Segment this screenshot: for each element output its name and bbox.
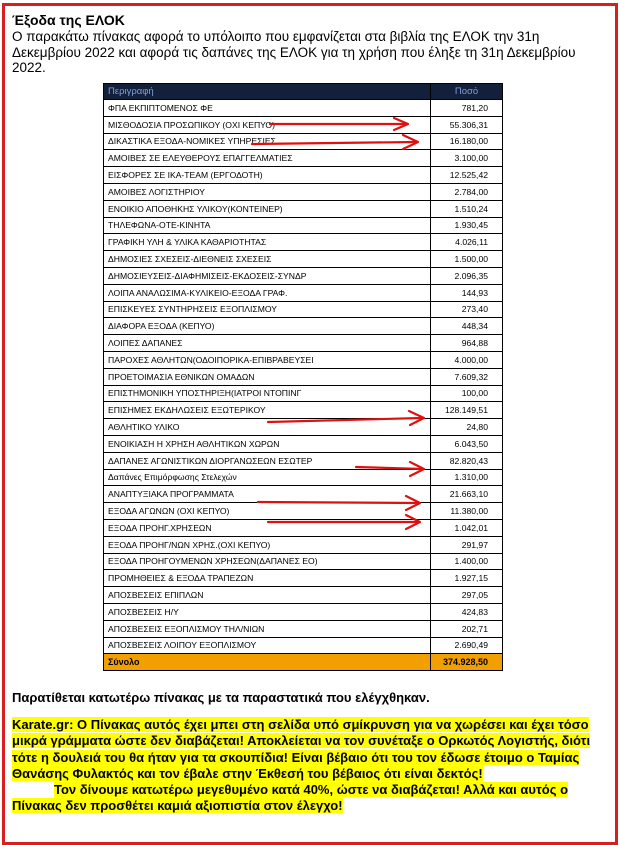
row-description: ΠΡΟΕΤΟΙΜΑΣΙΑ ΕΘΝΙΚΩΝ ΟΜΑΔΩΝ — [104, 368, 431, 385]
note-text: Παρατίθεται κατωτέρω πίνακας με τα παραστατικά που ελέγχθηκαν. — [12, 690, 430, 705]
row-amount: 291,97 — [431, 536, 503, 553]
row-amount: 2.690,49 — [431, 637, 503, 654]
row-description: ΜΙΣΘΟΔΟΣΙΑ ΠΡΟΣΩΠΙΚΟΥ (ΟΧΙ ΚΕΠΥΟ) — [104, 116, 431, 133]
table-row — [104, 402, 503, 419]
table-row — [104, 150, 503, 167]
row-description: ΔΙΚΑΣΤΙΚΑ ΕΞΟΔΑ-ΝΟΜΙΚΕΣ ΥΠΗΡΕΣΙΕΣ — [104, 133, 431, 150]
row-description: ΕΞΟΔΑ ΠΡΟΗΓ/ΝΩΝ ΧΡΗΣ.(ΟΧΙ ΚΕΠΥΟ) — [104, 536, 431, 553]
page-title: Έξοδα της ΕΛΟΚ — [12, 12, 125, 28]
row-description: ΠΡΟΜΗΘΕΙΕΣ & ΕΞΟΔΑ ΤΡΑΠΕΖΩΝ — [104, 570, 431, 587]
row-amount: 297,05 — [431, 587, 503, 604]
row-amount: 448,34 — [431, 318, 503, 335]
table-row — [104, 368, 503, 385]
row-description: ΑΠΟΣΒΕΣΕΙΣ ΕΞΟΠΛΙΣΜΟΥ ΤΗΛ/ΝΙΩΝ — [104, 620, 431, 637]
row-amount: 1.500,00 — [431, 251, 503, 268]
row-amount: 1.042,01 — [431, 519, 503, 536]
table-row — [104, 587, 503, 604]
table-row — [104, 536, 503, 553]
table-row — [104, 100, 503, 117]
table-row — [104, 637, 503, 654]
table-row — [104, 435, 503, 452]
row-amount: 16.180,00 — [431, 133, 503, 150]
row-amount: 4.026,11 — [431, 234, 503, 251]
row-amount: 11.380,00 — [431, 503, 503, 520]
row-amount: 1.930,45 — [431, 217, 503, 234]
row-amount: 55.306,31 — [431, 116, 503, 133]
row-amount: 1.927,15 — [431, 570, 503, 587]
row-amount: 100,00 — [431, 385, 503, 402]
row-description: ΛΟΙΠΑ ΑΝΑΛΩΣΙΜΑ-ΚΥΛΙΚΕΙΟ-ΕΞΟΔΑ ΓΡΑΦ. — [104, 284, 431, 301]
table-row — [104, 284, 503, 301]
table-row — [104, 519, 503, 536]
row-amount: 7.609,32 — [431, 368, 503, 385]
row-description: ΑΘΛΗΤΙΚΟ ΥΛΙΚΟ — [104, 419, 431, 436]
table-row — [104, 385, 503, 402]
row-description: ΕΠΙΣΚΕΥΕΣ ΣΥΝΤΗΡΗΣΕΙΣ ΕΞΟΠΛΙΣΜΟΥ — [104, 301, 431, 318]
row-description: ΕΙΣΦΟΡΕΣ ΣΕ ΙΚΑ-ΤΕΑΜ (ΕΡΓΟΔΟΤΗ) — [104, 167, 431, 184]
row-amount: 202,71 — [431, 620, 503, 637]
table-row — [104, 301, 503, 318]
comment-paragraph-2: Τον δίνουμε κατωτέρω μεγεθυμένο κατά 40%, ώστε να διαβάζεται! Αλλά και αυτός ο Πίνακας δεν προσθέτει καμιά αξιοπιστία στον έλεγχο! — [12, 782, 569, 814]
row-description: ΔΑΠΑΝΕΣ ΑΓΩΝΙΣΤΙΚΩΝ ΔΙΟΡΓΑΝΩΣΕΩΝ ΕΣΩΤΕΡ — [104, 452, 431, 469]
table-row — [104, 603, 503, 620]
row-description: ΑΝΑΠΤΥΞΙΑΚΑ ΠΡΟΓΡΑΜΜΑΤΑ — [104, 486, 431, 503]
row-amount: 1.310,00 — [431, 469, 503, 486]
table-header-row — [104, 84, 503, 100]
table-row — [104, 116, 503, 133]
total-row — [104, 654, 503, 671]
row-amount: 964,88 — [431, 335, 503, 352]
row-description: ΑΠΟΣΒΕΣΕΙΣ ΕΠΙΠΛΩΝ — [104, 587, 431, 604]
table-row — [104, 553, 503, 570]
table-row — [104, 486, 503, 503]
table-row — [104, 251, 503, 268]
table-row — [104, 318, 503, 335]
row-amount: 12.525,42 — [431, 167, 503, 184]
table-row — [104, 351, 503, 368]
table-row — [104, 452, 503, 469]
table-row — [104, 267, 503, 284]
row-amount: 2.096,35 — [431, 267, 503, 284]
row-amount: 128.149,51 — [431, 402, 503, 419]
expenses-table — [103, 83, 503, 671]
row-amount: 4.000,00 — [431, 351, 503, 368]
editorial-comment — [12, 717, 610, 815]
row-amount: 2.784,00 — [431, 183, 503, 200]
row-description: ΛΟΙΠΕΣ ΔΑΠΑΝΕΣ — [104, 335, 431, 352]
table-row — [104, 419, 503, 436]
row-description: ΠΑΡΟΧΕΣ ΑΘΛΗΤΩΝ(ΟΔΟΙΠΟΡΙΚΑ-ΕΠΙΒΡΑΒΕΥΣΕΙ — [104, 351, 431, 368]
table-row — [104, 469, 503, 486]
table-row — [104, 570, 503, 587]
row-amount: 6.043,50 — [431, 435, 503, 452]
table-row — [104, 133, 503, 150]
row-amount: 273,40 — [431, 301, 503, 318]
table-row — [104, 167, 503, 184]
row-description: ΕΞΟΔΑ ΠΡΟΗΓ.ΧΡΗΣΕΩΝ — [104, 519, 431, 536]
row-description: ΕΞΟΔΑ ΠΡΟΗΓΟΥΜΕΝΩΝ ΧΡΗΣΕΩΝ(ΔΑΠΑΝΕΣ ΕΟ) — [104, 553, 431, 570]
row-description: ΑΠΟΣΒΕΣΕΙΣ Η/Υ — [104, 603, 431, 620]
row-description: ΦΠΑ ΕΚΠΙΠΤΟΜΕΝΟΣ ΦΕ — [104, 100, 431, 117]
row-description: ΕΝΟΙΚΙΟ ΑΠΟΘΗΚΗΣ ΥΛΙΚΟΥ(ΚΟΝΤΕΙΝΕΡ) — [104, 200, 431, 217]
row-description: ΑΠΟΣΒΕΣΕΙΣ ΛΟΙΠΟΥ ΕΞΟΠΛΙΣΜΟΥ — [104, 637, 431, 654]
row-description: ΔΗΜΟΣΙΕΥΣΕΙΣ-ΔΙΑΦΗΜΙΣΕΙΣ-ΕΚΔΟΣΕΙΣ-ΣΥΝΔΡ — [104, 267, 431, 284]
row-description: ΤΗΛΕΦΩΝΑ-ΟΤΕ-ΚΙΝΗΤΑ — [104, 217, 431, 234]
row-description: ΕΠΙΣΤΗΜΟΝΙΚΗ ΥΠΟΣΤΗΡΙΞΗ(ΙΑΤΡΟΙ ΝΤΟΠΙΝΓ — [104, 385, 431, 402]
column-header-description: Περιγραφή — [104, 84, 431, 100]
row-description: ΕΝΟΙΚΙΑΣΗ Η ΧΡΗΣΗ ΑΘΛΗΤΙΚΩΝ ΧΩΡΩΝ — [104, 435, 431, 452]
row-amount: 424,83 — [431, 603, 503, 620]
row-description: ΕΞΟΔΑ ΑΓΩΝΩΝ (ΟΧΙ ΚΕΠΥΟ) — [104, 503, 431, 520]
row-description: ΓΡΑΦΙΚΗ ΥΛΗ & ΥΛΙΚΑ ΚΑΘΑΡΙΟΤΗΤΑΣ — [104, 234, 431, 251]
table-row — [104, 503, 503, 520]
row-description: ΑΜΟΙΒΕΣ ΣΕ ΕΛΕΥΘΕΡΟΥΣ ΕΠΑΓΓΕΛΜΑΤΙΕΣ — [104, 150, 431, 167]
total-amount: 374.928,50 — [431, 654, 503, 671]
row-amount: 21.663,10 — [431, 486, 503, 503]
row-description: ΕΠΙΣΗΜΕΣ ΕΚΔΗΛΩΣΕΙΣ ΕΞΩΤΕΡΙΚΟΥ — [104, 402, 431, 419]
row-amount: 144,93 — [431, 284, 503, 301]
row-amount: 3.100,00 — [431, 150, 503, 167]
intro-paragraph: Ο παρακάτω πίνακας αφορά το υπόλοιπο που εμφανίζεται στα βιβλία της ΕΛΟΚ την 31η Δεκεμβρίου 2022 και αφορά τις δαπάνες της ΕΛΟΚ για τη χρήση που έληξε τη 31η Δεκεμβρίου 2022. — [12, 29, 576, 75]
row-description: ΔΗΜΟΣΙΕΣ ΣΧΕΣΕΙΣ-ΔΙΕΘΝΕΙΣ ΣΧΕΣΕΙΣ — [104, 251, 431, 268]
table-row — [104, 200, 503, 217]
row-amount: 82.820,43 — [431, 452, 503, 469]
column-header-amount: Ποσό — [431, 84, 503, 100]
table-row — [104, 234, 503, 251]
table-row — [104, 183, 503, 200]
table-row — [104, 217, 503, 234]
row-amount: 1.510,24 — [431, 200, 503, 217]
row-description: ΑΜΟΙΒΕΣ ΛΟΓΙΣΤΗΡΙΟΥ — [104, 183, 431, 200]
table-row — [104, 335, 503, 352]
row-amount: 1.400,00 — [431, 553, 503, 570]
row-amount: 781,20 — [431, 100, 503, 117]
total-label: Σύνολο — [104, 654, 431, 671]
row-description: Δαπάνες Επιμόρφωσης Στελεχών — [104, 469, 431, 486]
row-amount: 24,80 — [431, 419, 503, 436]
comment-paragraph-1: Karate.gr: Ο Πίνακας αυτός έχει μπει στη σελίδα υπό σμίκρυνση για να χωρέσει και έχει τόσο μικρά γράμματα ώστε δεν διαβάζεται! Αποκλείεται να τον συνέταξε ο Ορκωτός Λογιστής, διότι τότε η δουλειά του θα ήταν για τα σκουπίδια! Είναι βέβαιο ότι του τον έδωσε έτοιμο ο Ταμίας Θανάσης Φυλακτός και τον έβαλε στην Έκθεσή του βέβαιος ότι είναι δεκτός! — [12, 717, 591, 781]
table-row — [104, 620, 503, 637]
row-description: ΔΙΑΦΟΡΑ ΕΞΟΔΑ (ΚΕΠΥΟ) — [104, 318, 431, 335]
